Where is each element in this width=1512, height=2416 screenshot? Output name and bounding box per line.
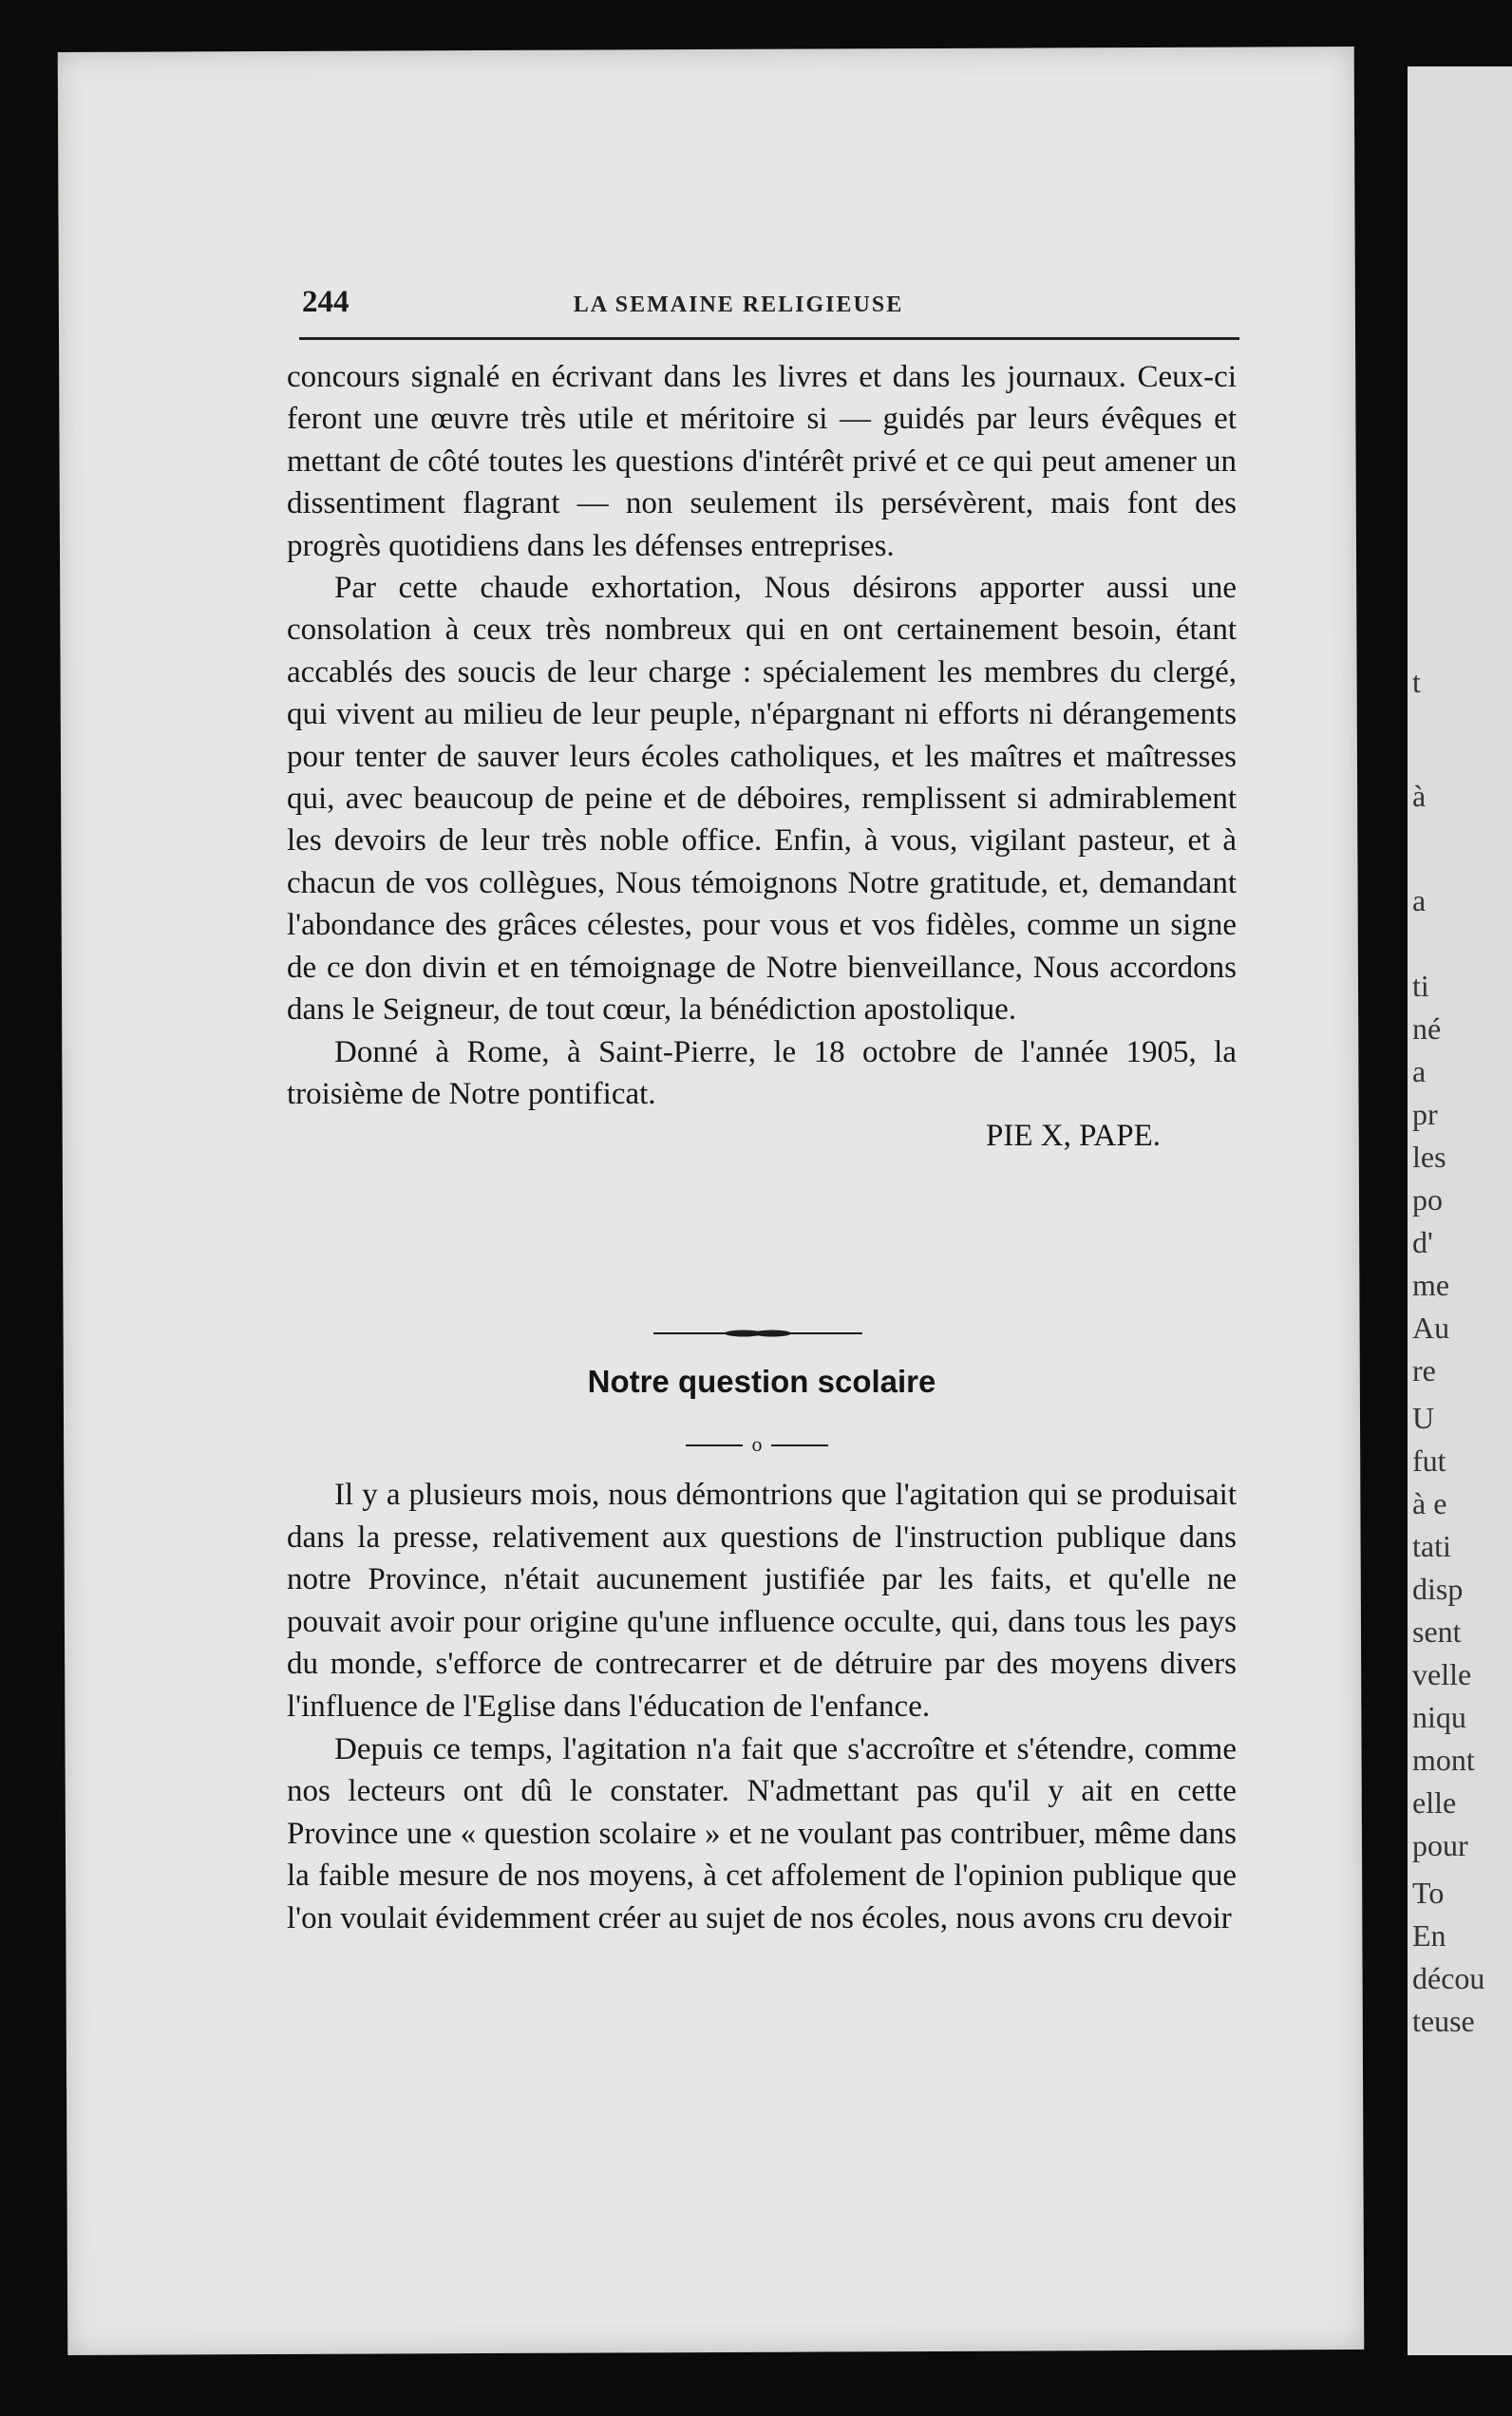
facing-page-fragment: niqu <box>1412 1700 1466 1734</box>
letter-text <box>287 356 1237 1158</box>
facing-page-fragment: sent <box>1412 1614 1462 1649</box>
paragraph: Il y a plusieurs mois, nous démontrions que l'agitation qui se produisait dans la presse, relativement aux questions de l'instruction publique dans notre Province, n'était aucunement justifiée par les faits, et qu'elle ne pouvait avoir pour origine qu'une influence occulte, qui, dans tous les pays du monde, s'efforce de contrecarrer et de détruire par des moyens divers l'influence de l'Eglise dans l'éducation de l'enfance. <box>287 1478 1237 1724</box>
facing-page-fragment: à e <box>1412 1486 1447 1520</box>
facing-page-fragment: à <box>1412 779 1427 813</box>
facing-page-fragment: mont <box>1412 1743 1475 1777</box>
facing-page-fragment: a <box>1412 883 1427 917</box>
paragraph: concours signalé en écrivant dans les livres et dans les journaux. Ceux-ci feront une œuvre très utile et méritoire si — guidés par leurs évêques et mettant de côté toutes les questions d'intérêt privé et ce qui peut amener un dissentiment flagrant — non seulement ils persévèrent, mais font des progrès quotidiens dans les défenses entreprises. <box>287 360 1237 563</box>
facing-page-fragment: décou <box>1412 1961 1485 1995</box>
page-header <box>237 285 1239 330</box>
facing-page-fragment: Au <box>1412 1311 1450 1345</box>
section-text <box>287 1474 1237 1940</box>
small-divider-ornament <box>686 1434 828 1457</box>
facing-page-fragment: né <box>1412 1011 1442 1046</box>
facing-page-fragment: velle <box>1412 1657 1472 1691</box>
facing-page-fragment: tati <box>1412 1529 1451 1563</box>
ornament-mark: o <box>751 1434 763 1456</box>
facing-page-fragment: teuse <box>1412 2004 1475 2038</box>
facing-page-fragment: elle <box>1412 1785 1457 1820</box>
facing-page-fragment: d' <box>1412 1225 1433 1259</box>
facing-page-fragment: t <box>1412 665 1421 699</box>
facing-page-fragment: fut <box>1412 1444 1446 1478</box>
facing-page-fragment: po <box>1412 1182 1443 1217</box>
facing-page-fragment: ti <box>1412 969 1429 1003</box>
facing-page-fragment: me <box>1412 1268 1450 1302</box>
paragraph: Par cette chaude exhortation, Nous désirons apporter aussi une consolation à ceux très nombreux qui en ont certainement besoin, étant accablés des soucis de leur charge : spécialement les membres du clergé, qui vivent au milieu de leur peuple, n'épargnant ni efforts ni dérangements pour tenter de sauver leurs écoles catholiques, et les maîtres et maîtresses qui, avec beaucoup de peine et de déboires, remplissent si admirablement les devoirs de leur très noble office. Enfin, à vous, vigilant pasteur, et à chacun de vos collègues, Nous témoignons Notre gratitude, et, demandant l'abondance des grâces célestes, pour vous et vos fidèles, comme un signe de ce don divin et en témoignage de Notre bienveillance, Nous accordons dans le Seigneur, de tout cœur, la bénédiction apostolique. <box>287 571 1237 1028</box>
facing-page-fragment: U <box>1412 1401 1435 1435</box>
header-rule <box>299 337 1239 340</box>
section-title: Notre question scolaire <box>587 1364 936 1399</box>
paragraph: Donné à Rome, à Saint-Pierre, le 18 octobre de l'année 1905, la troisième de Notre pontificat. <box>287 1034 1237 1111</box>
facing-page-fragment: a <box>1412 1054 1427 1088</box>
facing-page-fragment: les <box>1412 1140 1446 1174</box>
signature: PIE X, PAPE. <box>986 1119 1161 1154</box>
facing-page-fragment: re <box>1412 1353 1436 1387</box>
facing-page-fragment: To <box>1412 1876 1445 1910</box>
facing-page-fragment: pr <box>1412 1097 1438 1131</box>
facing-page-fragment: pour <box>1412 1828 1468 1862</box>
facing-page-fragment: disp <box>1412 1572 1464 1606</box>
page-number: 244 <box>302 285 350 319</box>
facing-page-fragment: En <box>1412 1918 1446 1953</box>
section-divider-ornament <box>653 1330 862 1337</box>
running-title: LA SEMAINE RELIGIEUSE <box>573 293 904 317</box>
paragraph: Depuis ce temps, l'agitation n'a fait que s'accroître et s'étendre, comme nos lecteurs ont dû le constater. N'admettant pas qu'il y ait en cette Province une « question scolaire » et ne voulant pas contribuer, même dans la faible mesure de nos moyens, à cet affolement de l'opinion publique que l'on voulait évidemment créer au sujet de nos écoles, nous avons cru devoir <box>287 1731 1237 1935</box>
